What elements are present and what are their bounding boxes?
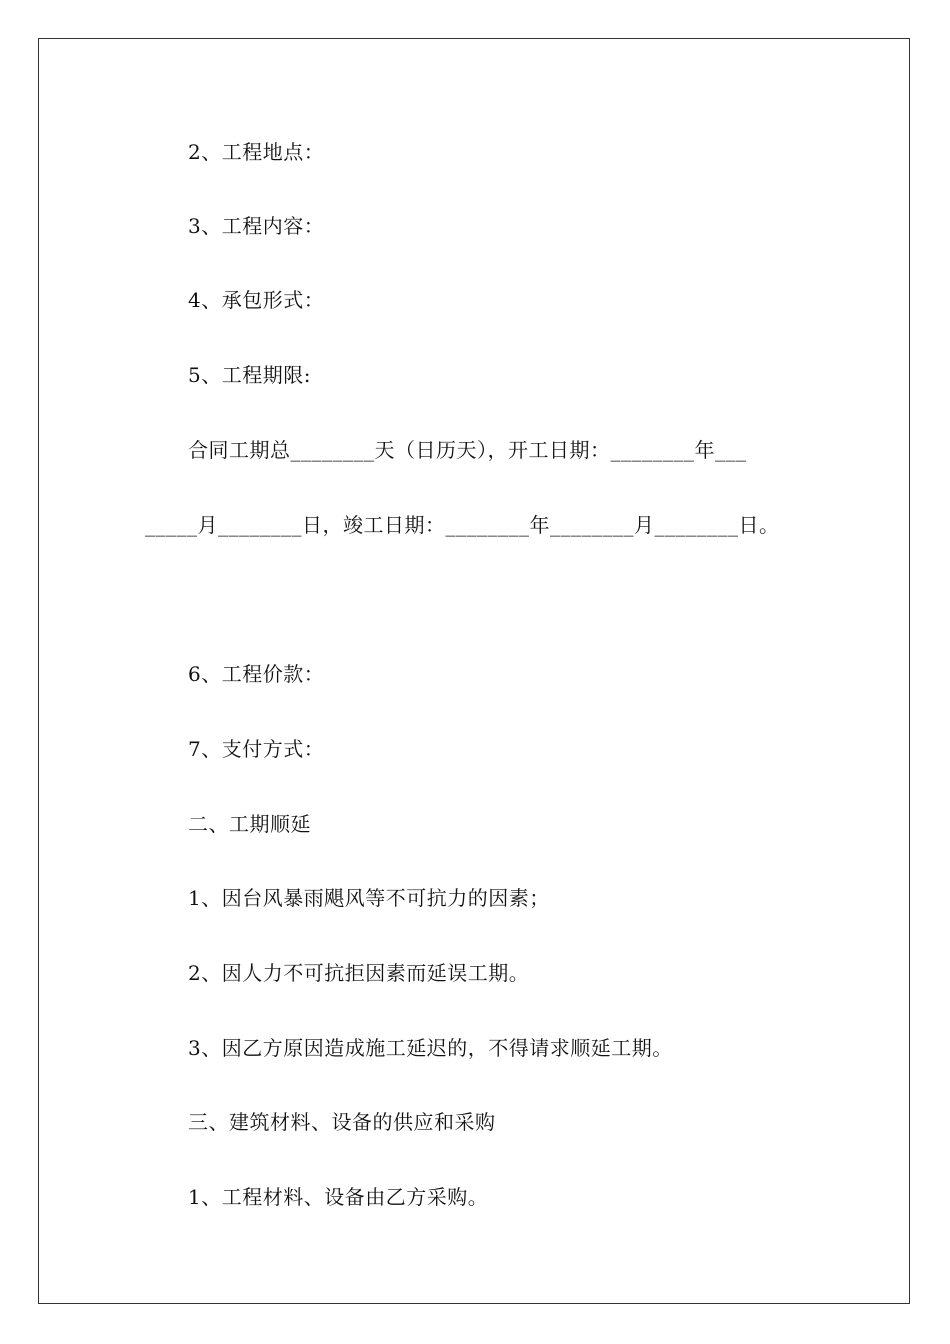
clause-project-price: 6、工程价款： (188, 662, 325, 686)
clause-payment-method: 7、支付方式： (188, 737, 325, 761)
clause-project-term: 5、工程期限: (188, 363, 311, 387)
extension-item-1: 1、因台风暴雨飓风等不可抗力的因素； (188, 886, 550, 910)
extension-item-2: 2、因人力不可抗拒因素而延误工期。 (188, 961, 530, 985)
term-duration-line: 合同工期总________天（日历天），开工日期：________年___ (188, 438, 747, 462)
term-dates-line: _____月________日，竣工日期：________年________月________日。 (145, 513, 780, 537)
materials-item-1: 1、工程材料、设备由乙方采购。 (188, 1185, 489, 1209)
clause-project-location: 2、工程地点： (188, 140, 325, 164)
extension-item-3: 3、因乙方原因造成施工延迟的，不得请求顺延工期。 (188, 1036, 673, 1060)
clause-project-content: 3、工程内容： (188, 214, 325, 238)
clause-contract-form: 4、承包形式： (188, 288, 325, 312)
section-heading-extension: 二、工期顺延 (188, 812, 311, 836)
section-heading-materials: 三、建筑材料、设备的供应和采购 (188, 1110, 496, 1134)
